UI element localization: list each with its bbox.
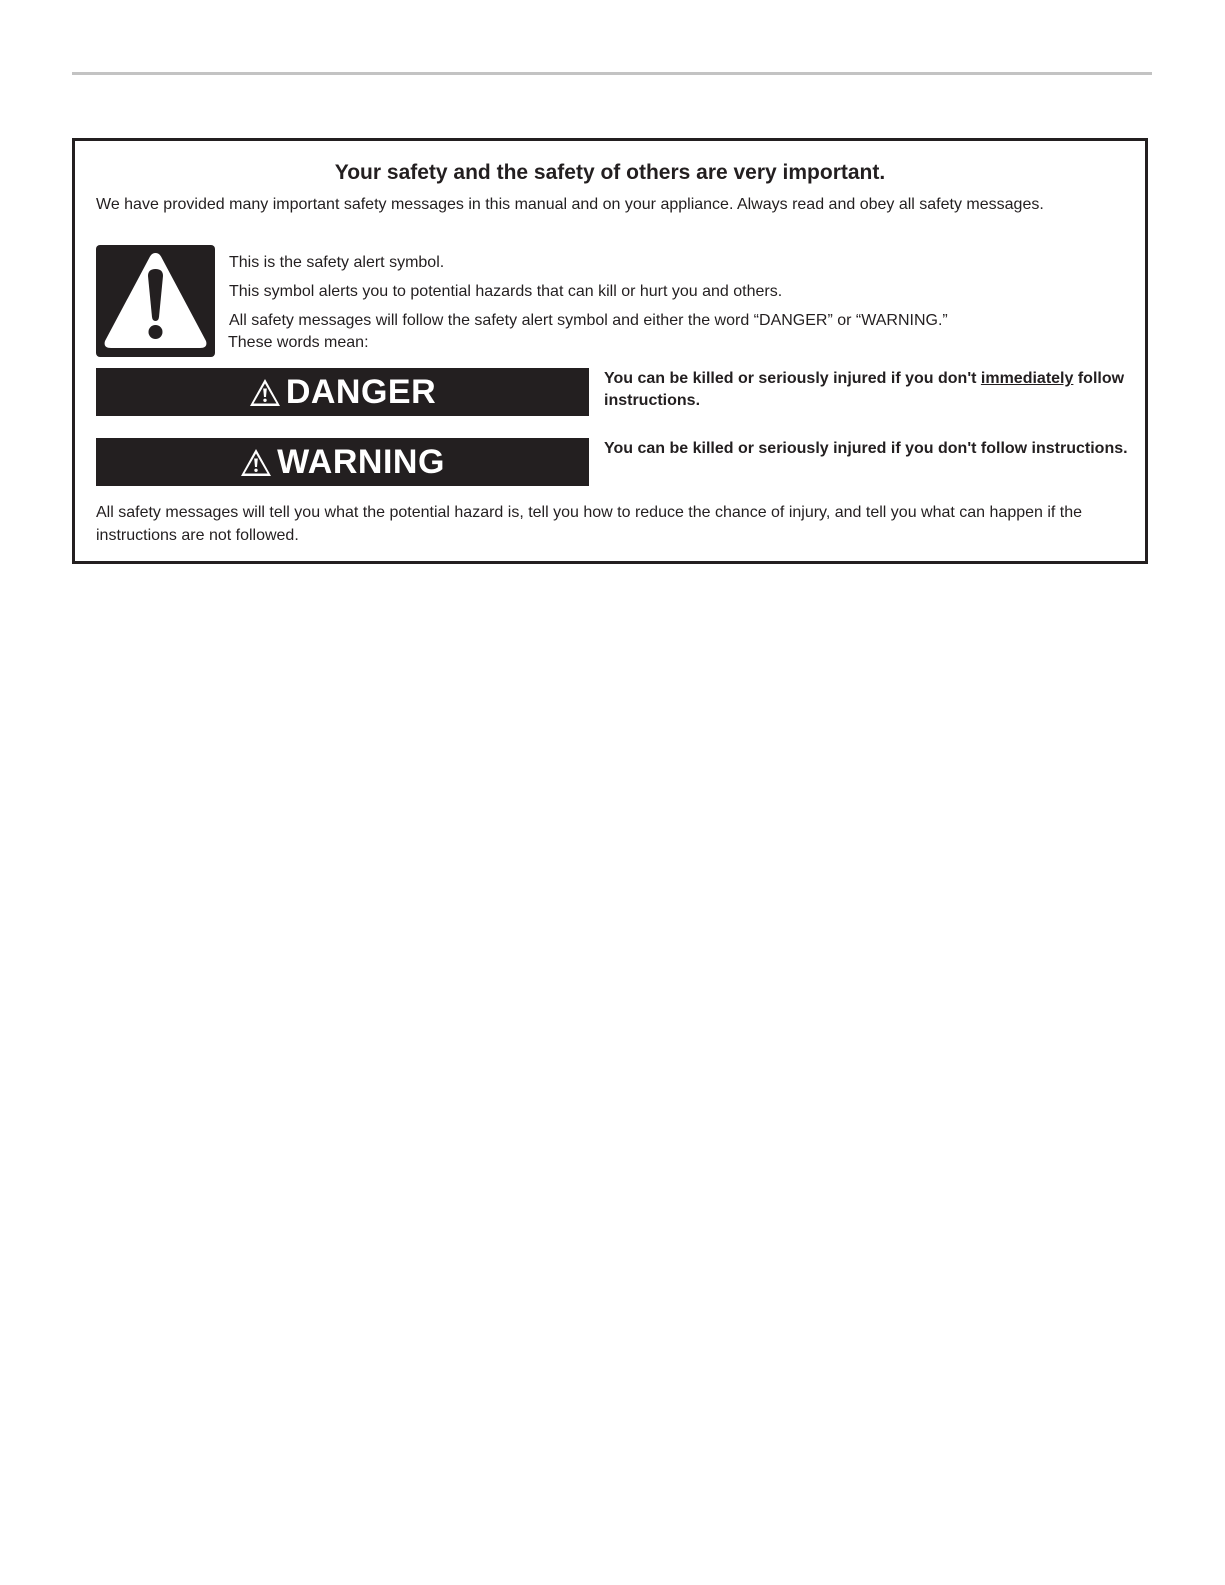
safety-footer: All safety messages will tell you what the potential hazard is, tell you how to reduce the chance of injury, and tell you what can happen if the instructions are not followed. bbox=[96, 504, 1083, 544]
symbol-line-3: All safety messages will follow the safety alert symbol and either the word “DANGER” or “WARNING.” bbox=[229, 312, 948, 329]
warning-description: You can be killed or seriously injured if you don't follow instructions. bbox=[604, 440, 1128, 457]
danger-text-underlined: immediately bbox=[980, 370, 1074, 387]
danger-label: DANGER bbox=[285, 372, 437, 411]
safety-intro: We have provided many important safety messages in this manual and on your appliance. Always read and obey all safety messages. bbox=[96, 196, 1044, 213]
danger-alert-icon bbox=[249, 378, 281, 407]
warning-alert-icon bbox=[240, 448, 272, 477]
warning-label: WARNING bbox=[277, 442, 445, 481]
top-rule bbox=[72, 72, 1152, 75]
danger-text-end: follow instructions. bbox=[604, 370, 1125, 409]
danger-description bbox=[604, 368, 1129, 412]
safety-box bbox=[72, 138, 1148, 564]
symbol-line-4: These words mean: bbox=[228, 334, 369, 351]
warning-banner bbox=[96, 438, 589, 486]
safety-heading: Your safety and the safety of others are very important. bbox=[334, 161, 886, 184]
danger-text-start: You can be killed or seriously injured if you don't bbox=[604, 370, 981, 387]
danger-banner bbox=[96, 368, 589, 416]
symbol-line-1: This is the safety alert symbol. bbox=[229, 254, 445, 271]
safety-alert-symbol-icon bbox=[96, 245, 215, 357]
symbol-line-2: This symbol alerts you to potential hazards that can kill or hurt you and others. bbox=[229, 283, 783, 300]
